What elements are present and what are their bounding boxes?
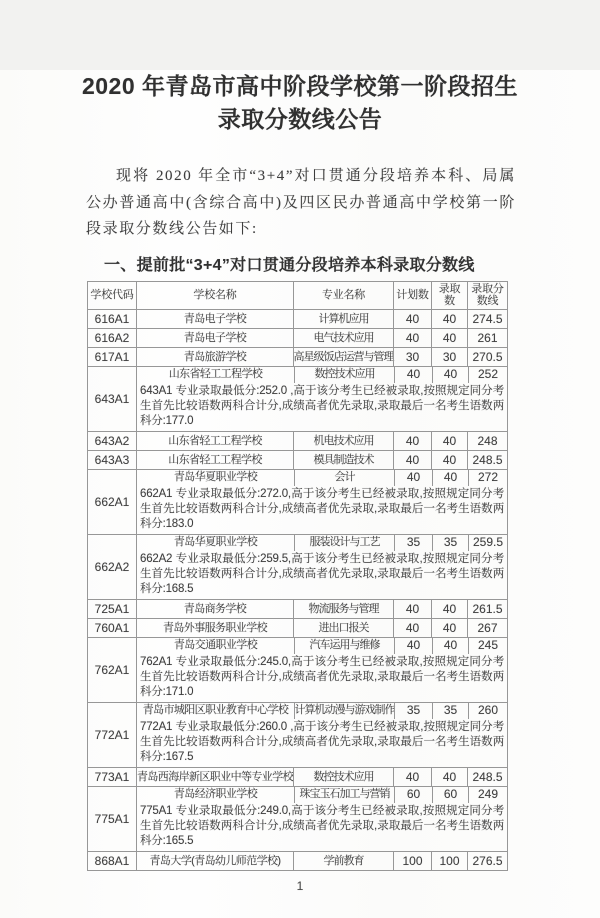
cell-school-name: 青岛华夏职业学校 bbox=[173, 536, 258, 548]
cell-major-name: 进出口报关 bbox=[293, 619, 393, 637]
document-title bbox=[40, 70, 560, 136]
cell-score-line: 272 bbox=[468, 470, 507, 486]
table-row bbox=[88, 618, 507, 637]
cell-school-name: 青岛市城阳区职业教育中心学校 bbox=[142, 704, 289, 716]
table-row bbox=[88, 599, 507, 618]
table-row-noted bbox=[88, 786, 507, 851]
row-note-group bbox=[136, 638, 507, 702]
cell-score-line: 261.5 bbox=[467, 600, 507, 618]
row-note-group bbox=[136, 787, 507, 851]
header-plan-count: 计划数 bbox=[393, 282, 431, 309]
cell-plan-count: 40 bbox=[393, 768, 431, 786]
cell-score-line: 248.5 bbox=[467, 768, 507, 786]
cell-school-name: 青岛大学(青岛幼儿师范学校) bbox=[136, 852, 293, 870]
cell-score-line: 276.5 bbox=[467, 852, 507, 870]
cell-school-code: 662A1 bbox=[94, 494, 130, 509]
header-score-line: 录取分数线 bbox=[467, 282, 507, 309]
cell-school-code: 643A3 bbox=[94, 452, 130, 467]
cell-school-name: 青岛经济职业学校 bbox=[173, 788, 258, 800]
table-row bbox=[88, 309, 507, 328]
row-note-group bbox=[136, 703, 507, 767]
document-title-line1: 2020 年青岛市高中阶段学校第一阶段招生 bbox=[81, 73, 519, 99]
cell-admit-count: 30 bbox=[431, 348, 467, 366]
cell-school-name: 青岛商务学校 bbox=[136, 600, 293, 618]
page-number: 1 bbox=[296, 878, 304, 893]
row-data-line bbox=[137, 703, 507, 719]
table-row bbox=[88, 328, 507, 347]
row-data-line bbox=[137, 638, 507, 654]
row-note-text: 762A1 专业录取最低分:245.0,高于该分考生已经被录取,按照规定同分考生首先比较语数两科合计分,成绩高者优先录取,录取最后一名考生语数两科分:171.0 bbox=[140, 655, 504, 698]
cell-school-code: 643A1 bbox=[94, 391, 130, 406]
cell-admit-count: 40 bbox=[432, 470, 468, 486]
cell-school-code: 762A1 bbox=[94, 662, 130, 677]
cell-major-name: 学前教育 bbox=[293, 852, 393, 870]
header-school-code: 学校代码 bbox=[90, 288, 134, 301]
row-note-text: 775A1 专业录取最低分:249.0,高于该分考生已经被录取,按照规定同分考生首先比较语数两科合计分,成绩高者优先录取,录取最后一名考生语数两科分:165.5 bbox=[140, 804, 504, 847]
row-data-line bbox=[137, 367, 507, 383]
cell-major-name: 会计 bbox=[294, 470, 394, 486]
document-page bbox=[0, 70, 600, 918]
cell-score-line: 267 bbox=[467, 619, 507, 637]
row-note-text: 643A1 专业录取最低分:252.0 ,高于该分考生已经被录取,按照规定同分考生首先比较语数两科合计分,成绩高者优先录取,录取最后一名考生语数两科分:177.0 bbox=[140, 384, 504, 427]
cell-school-code: 772A1 bbox=[94, 727, 130, 742]
cell-school-name: 青岛交通职业学校 bbox=[173, 639, 258, 651]
cell-plan-count: 40 bbox=[393, 619, 431, 637]
cell-plan-count: 40 bbox=[394, 470, 432, 486]
cell-plan-count: 40 bbox=[393, 451, 431, 469]
cell-school-name: 山东省轻工工程学校 bbox=[136, 451, 293, 469]
header-admit-count: 录取数 bbox=[431, 282, 467, 309]
cell-score-line: 260 bbox=[468, 703, 507, 719]
cell-admit-count: 40 bbox=[431, 768, 467, 786]
cell-score-line: 252 bbox=[468, 367, 507, 383]
cell-score-line: 259.5 bbox=[468, 535, 507, 551]
document-title-line2: 录取分数线公告 bbox=[217, 106, 383, 132]
cell-major-name: 电气技术应用 bbox=[293, 329, 393, 347]
cell-plan-count: 60 bbox=[394, 787, 432, 803]
cell-school-code: 617A1 bbox=[94, 349, 130, 364]
cell-school-code: 868A1 bbox=[94, 853, 130, 868]
cell-admit-count: 40 bbox=[432, 638, 468, 654]
cell-admit-count: 40 bbox=[431, 600, 467, 618]
row-note-text: 662A1 专业录取最低分:272.0,高于该分考生已经被录取,按照规定同分考生首先比较语数两科合计分,成绩高者优先录取,录取最后一名考生语数两科分:183.0 bbox=[140, 487, 504, 530]
cell-school-code: 725A1 bbox=[94, 601, 130, 616]
cell-admit-count: 40 bbox=[431, 432, 467, 450]
cell-score-line: 270.5 bbox=[467, 348, 507, 366]
cell-school-name: 青岛外事服务职业学校 bbox=[136, 619, 293, 637]
cell-plan-count: 100 bbox=[393, 852, 431, 870]
cell-major-name: 珠宝玉石加工与营销 bbox=[294, 787, 394, 803]
cell-school-name: 青岛华夏职业学校 bbox=[173, 471, 258, 483]
cell-admit-count: 40 bbox=[431, 329, 467, 347]
cell-major-name: 计算机动漫与游戏制作 bbox=[294, 703, 394, 719]
cell-school-name: 山东省轻工工程学校 bbox=[168, 368, 263, 380]
header-major-name: 专业名称 bbox=[293, 282, 393, 309]
cell-score-line: 261 bbox=[467, 329, 507, 347]
cell-admit-count: 40 bbox=[432, 367, 468, 383]
table-row-noted bbox=[88, 702, 507, 767]
header-school-name: 学校名称 bbox=[136, 282, 293, 309]
table-row-noted bbox=[88, 469, 507, 534]
cell-major-name: 数控技术应用 bbox=[294, 367, 394, 383]
cell-admit-count: 40 bbox=[431, 619, 467, 637]
cell-major-name: 服装设计与工艺 bbox=[294, 535, 394, 551]
cell-plan-count: 40 bbox=[393, 329, 431, 347]
cell-school-code: 775A1 bbox=[94, 811, 130, 826]
table-row-noted bbox=[88, 534, 507, 599]
table-row bbox=[88, 347, 507, 366]
cell-school-name: 青岛电子学校 bbox=[136, 310, 293, 328]
cell-major-name: 机电技术应用 bbox=[293, 432, 393, 450]
cell-major-name: 高星级饭店运营与管理 bbox=[293, 348, 393, 366]
section-heading: 一、提前批“3+4”对口贯通分段培养本科录取分数线 bbox=[104, 256, 475, 274]
cell-school-name: 青岛西海岸新区职业中等专业学校 bbox=[136, 768, 293, 786]
intro-paragraph: 现将 2020 年全市“3+4”对口贯通分段培养本科、局属公办普通高中(含综合高中)及四区民办普通高中学校第一阶段录取分数线公告如下: bbox=[86, 168, 516, 237]
row-data-line bbox=[137, 470, 507, 486]
table-row bbox=[88, 767, 507, 786]
cell-major-name: 模具制造技术 bbox=[293, 451, 393, 469]
cell-plan-count: 40 bbox=[393, 310, 431, 328]
cell-plan-count: 40 bbox=[393, 432, 431, 450]
cell-score-line: 248 bbox=[467, 432, 507, 450]
cell-school-name: 青岛旅游学校 bbox=[136, 348, 293, 366]
table-row-noted bbox=[88, 637, 507, 702]
cell-admit-count: 60 bbox=[432, 787, 468, 803]
cell-school-code: 760A1 bbox=[94, 620, 130, 635]
cell-major-name: 计算机应用 bbox=[293, 310, 393, 328]
cell-score-line: 274.5 bbox=[467, 310, 507, 328]
cell-plan-count: 30 bbox=[393, 348, 431, 366]
row-note-group bbox=[136, 367, 507, 431]
cell-plan-count: 40 bbox=[394, 638, 432, 654]
table-row bbox=[88, 851, 507, 870]
cell-major-name: 数控技术应用 bbox=[293, 768, 393, 786]
cell-score-line: 249 bbox=[468, 787, 507, 803]
cell-plan-count: 40 bbox=[394, 367, 432, 383]
table-row-noted bbox=[88, 366, 507, 431]
table-row bbox=[88, 450, 507, 469]
cell-plan-count: 35 bbox=[394, 703, 432, 719]
cell-plan-count: 40 bbox=[393, 600, 431, 618]
cell-school-code: 616A1 bbox=[94, 311, 130, 326]
cell-admit-count: 35 bbox=[432, 535, 468, 551]
table-row bbox=[88, 431, 507, 450]
cell-score-line: 245 bbox=[468, 638, 507, 654]
cell-admit-count: 100 bbox=[431, 852, 467, 870]
cell-school-code: 616A2 bbox=[94, 330, 130, 345]
row-data-line bbox=[137, 535, 507, 551]
cell-school-name: 山东省轻工工程学校 bbox=[136, 432, 293, 450]
cell-major-name: 物流服务与管理 bbox=[293, 600, 393, 618]
cell-score-line: 248.5 bbox=[467, 451, 507, 469]
row-note-text: 662A2 专业录取最低分:259.5,高于该分考生已经被录取,按照规定同分考生首先比较语数两科合计分,成绩高者优先录取,录取最后一名考生语数两科分:168.5 bbox=[140, 552, 504, 595]
cell-admit-count: 35 bbox=[432, 703, 468, 719]
cell-admit-count: 40 bbox=[431, 310, 467, 328]
row-note-group bbox=[136, 535, 507, 599]
score-table bbox=[87, 281, 508, 871]
row-note-group bbox=[136, 470, 507, 534]
row-note-text: 772A1 专业录取最低分:260.0 ,高于该分考生已经被录取,按照规定同分考生首先比较语数两科合计分,成绩高者优先录取,录取最后一名考生语数两科分:167.5 bbox=[140, 720, 504, 763]
cell-plan-count: 35 bbox=[394, 535, 432, 551]
row-data-line bbox=[137, 787, 507, 803]
cell-school-code: 773A1 bbox=[94, 769, 130, 784]
cell-admit-count: 40 bbox=[431, 451, 467, 469]
cell-school-code: 643A2 bbox=[94, 433, 130, 448]
table-header-row bbox=[88, 282, 507, 309]
cell-school-code: 662A2 bbox=[94, 559, 130, 574]
cell-school-name: 青岛电子学校 bbox=[136, 329, 293, 347]
cell-major-name: 汽车运用与维修 bbox=[294, 638, 394, 654]
